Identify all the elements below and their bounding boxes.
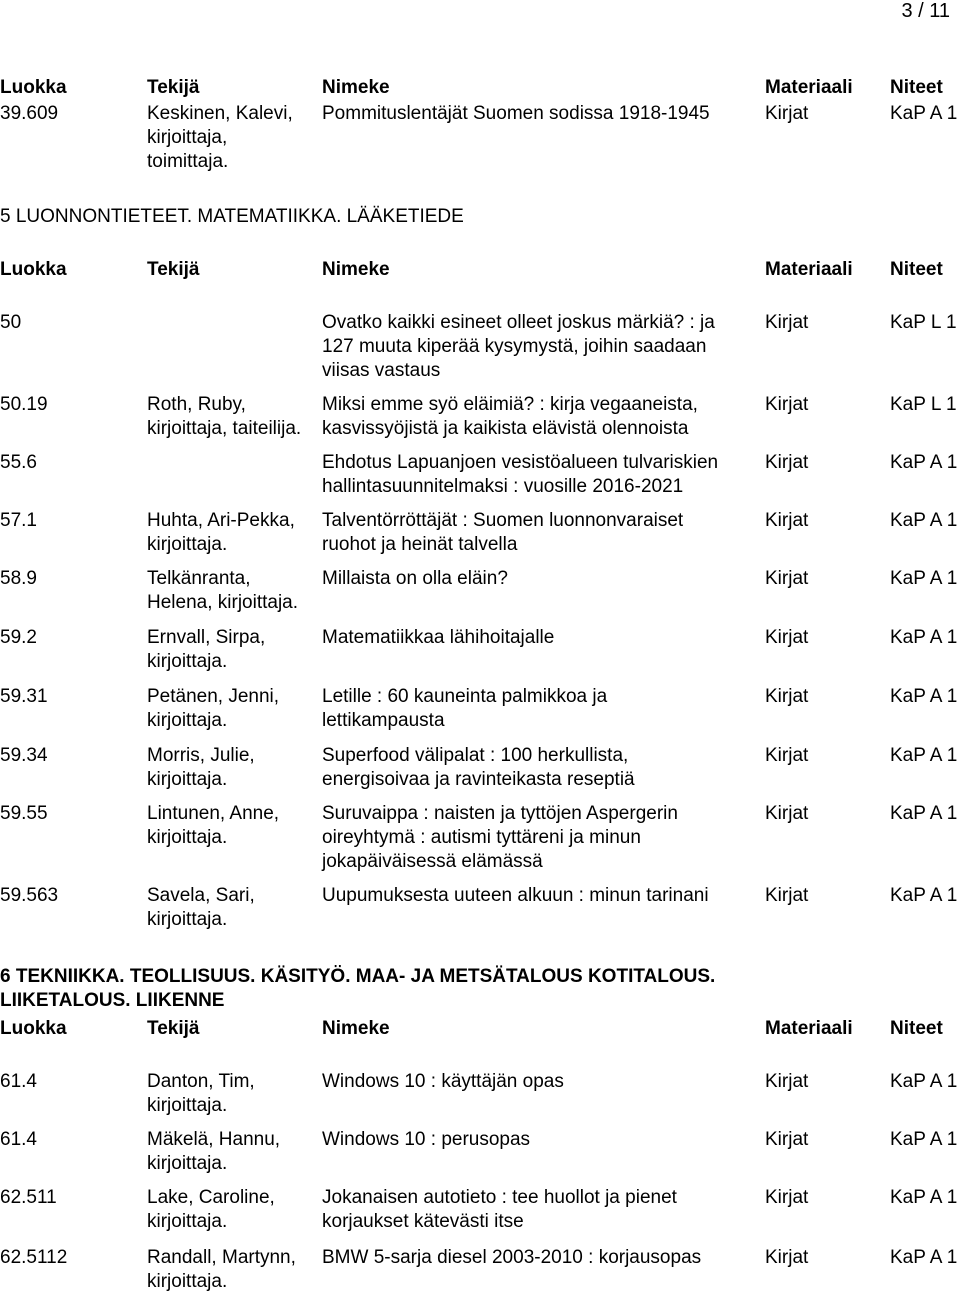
table-row: [0, 802, 960, 872]
cell-tekija-line: kirjoittaja,: [147, 127, 228, 148]
cell-materiaali: Kirjat: [765, 510, 809, 531]
cell-nimeke-line: Ehdotus Lapuanjoen vesistöalueen tulvariskien: [322, 452, 719, 473]
cell-nimeke: [322, 1128, 760, 1152]
cell-nimeke-line: 127 muuta kiperää kysymystä, joihin saadaan: [322, 336, 707, 357]
cell-tekija-line: kirjoittaja, taiteilija.: [147, 418, 302, 439]
cell-niteet: KaP A 1: [890, 1187, 958, 1208]
cell-nimeke: [322, 884, 760, 908]
cell-materiaali: Kirjat: [765, 885, 809, 906]
cell-niteet: KaP A 1: [890, 103, 958, 124]
cell-luokka: 59.55: [0, 803, 48, 824]
cell-materiaali: Kirjat: [765, 103, 809, 124]
cell-tekija-line: kirjoittaja.: [147, 769, 228, 790]
cell-nimeke: [322, 685, 760, 733]
cell-materiaali: Kirjat: [765, 312, 809, 333]
cell-materiaali: Kirjat: [765, 1247, 809, 1268]
cell-nimeke: [322, 311, 760, 383]
cell-materiaali: Kirjat: [765, 452, 809, 473]
page-number: 3 / 11: [901, 0, 950, 22]
cell-tekija-line: Mäkelä, Hannu,: [147, 1129, 281, 1150]
table-row: [0, 102, 960, 172]
cell-niteet: KaP L 1: [890, 394, 957, 415]
header-niteet: Niteet: [890, 1018, 943, 1039]
cell-nimeke-line: Windows 10 : käyttäjän opas: [322, 1071, 564, 1092]
header-luokka: Luokka: [0, 259, 67, 280]
cell-niteet: KaP A 1: [890, 510, 958, 531]
cell-tekija: [147, 1070, 319, 1118]
cell-nimeke: [322, 626, 760, 650]
cell-luokka: 39.609: [0, 103, 59, 124]
cell-niteet: KaP A 1: [890, 1071, 958, 1092]
cell-luokka: 59.2: [0, 627, 37, 648]
cell-nimeke-line: Talventörröttäjät : Suomen luonnonvaraiset: [322, 510, 684, 531]
cell-niteet: KaP A 1: [890, 1129, 958, 1150]
cell-nimeke-line: hallintasuunnitelmaksi : vuosille 2016-2021: [322, 476, 684, 497]
cell-nimeke: [322, 1186, 760, 1234]
table-header: [0, 76, 960, 100]
table-row: [0, 884, 960, 930]
cell-nimeke: [322, 393, 760, 441]
cell-nimeke-line: Ovatko kaikki esineet olleet joskus märkiä? : ja: [322, 312, 715, 333]
cell-luokka: 55.6: [0, 452, 37, 473]
cell-nimeke-line: Miksi emme syö eläimiä? : kirja vegaaneista,: [322, 394, 698, 415]
cell-luokka: 61.4: [0, 1129, 37, 1150]
cell-tekija-line: Danton, Tim,: [147, 1071, 255, 1092]
cell-tekija-line: Randall, Martynn,: [147, 1247, 296, 1268]
cell-nimeke: [322, 1246, 760, 1270]
table-header: [0, 1017, 960, 1041]
cell-tekija: [147, 1246, 319, 1294]
cell-materiaali: Kirjat: [765, 745, 809, 766]
cell-tekija-line: kirjoittaja.: [147, 534, 228, 555]
section-title: 5 LUONNONTIETEET. MATEMATIIKKA. LÄÄKETIEDE: [0, 206, 464, 227]
cell-tekija-line: Savela, Sari,: [147, 885, 255, 906]
cell-tekija-line: kirjoittaja.: [147, 1095, 228, 1116]
cell-nimeke-line: BMW 5-sarja diesel 2003-2010 : korjausopas: [322, 1247, 702, 1268]
cell-nimeke-line: viisas vastaus: [322, 360, 441, 381]
cell-luokka: 58.9: [0, 568, 37, 589]
table-row: [0, 1186, 960, 1232]
cell-tekija-line: kirjoittaja.: [147, 909, 228, 930]
header-niteet: Niteet: [890, 77, 943, 98]
table-row: [0, 451, 960, 497]
cell-tekija-line: kirjoittaja.: [147, 1153, 228, 1174]
cell-nimeke-line: kasvissyöjistä ja kaikista elävistä olennoista: [322, 418, 689, 439]
header-nimeke: Nimeke: [322, 259, 390, 280]
cell-nimeke-line: lettikampausta: [322, 710, 445, 731]
table-row: [0, 311, 960, 381]
header-luokka: Luokka: [0, 77, 67, 98]
table-row: [0, 393, 960, 439]
cell-nimeke-line: Superfood välipalat : 100 herkullista,: [322, 745, 629, 766]
header-nimeke: Nimeke: [322, 77, 390, 98]
cell-niteet: KaP A 1: [890, 686, 958, 707]
cell-tekija: [147, 1186, 319, 1234]
cell-nimeke-line: Suruvaippa : naisten ja tyttöjen Aspergerin: [322, 803, 678, 824]
cell-nimeke-line: Jokanaisen autotieto : tee huollot ja pienet: [322, 1187, 677, 1208]
cell-tekija-line: kirjoittaja.: [147, 651, 228, 672]
cell-niteet: KaP A 1: [890, 568, 958, 589]
cell-nimeke: [322, 744, 760, 792]
cell-tekija: [147, 509, 319, 557]
header-materiaali: Materiaali: [765, 77, 853, 98]
cell-nimeke-line: korjaukset kätevästi itse: [322, 1211, 524, 1232]
cell-nimeke: [322, 1070, 760, 1094]
cell-materiaali: Kirjat: [765, 627, 809, 648]
table-header: [0, 258, 960, 282]
table-row: [0, 509, 960, 555]
cell-nimeke: [322, 802, 760, 874]
header-tekija: Tekijä: [147, 1018, 200, 1039]
cell-nimeke-line: Uupumuksesta uuteen alkuun : minun tarinani: [322, 885, 709, 906]
cell-luokka: 59.31: [0, 686, 48, 707]
cell-tekija: [147, 567, 319, 615]
cell-nimeke: [322, 451, 760, 499]
header-materiaali: Materiaali: [765, 259, 853, 280]
cell-nimeke-line: Pommituslentäjät Suomen sodissa 1918-1945: [322, 103, 710, 124]
cell-tekija-line: Roth, Ruby,: [147, 394, 246, 415]
cell-nimeke-line: Matematiikkaa lähihoitajalle: [322, 627, 555, 648]
cell-materiaali: Kirjat: [765, 1187, 809, 1208]
cell-tekija-line: Lake, Caroline,: [147, 1187, 275, 1208]
cell-luokka: 50: [0, 312, 22, 333]
cell-nimeke: [322, 509, 760, 557]
cell-tekija: [147, 1128, 319, 1176]
table-row: [0, 567, 960, 613]
section-title-line: 6 TEKNIIKKA. TEOLLISUUS. KÄSITYÖ. MAA- JA METSÄTALOUS KOTITALOUS.: [0, 966, 716, 987]
table-row: [0, 744, 960, 790]
cell-tekija-line: Huhta, Ari-Pekka,: [147, 510, 295, 531]
cell-tekija: [147, 802, 319, 850]
header-tekija: Tekijä: [147, 77, 200, 98]
cell-nimeke-line: jokapäiväisessä elämässä: [322, 851, 543, 872]
section-title: [0, 965, 715, 1013]
cell-materiaali: Kirjat: [765, 1129, 809, 1150]
header-luokka: Luokka: [0, 1018, 67, 1039]
cell-nimeke-line: Millaista on olla eläin?: [322, 568, 508, 589]
cell-niteet: KaP A 1: [890, 627, 958, 648]
cell-tekija-line: kirjoittaja.: [147, 710, 228, 731]
cell-nimeke-line: Letille : 60 kauneinta palmikkoa ja: [322, 686, 608, 707]
cell-luokka: 59.34: [0, 745, 48, 766]
cell-nimeke-line: Windows 10 : perusopas: [322, 1129, 531, 1150]
header-nimeke: Nimeke: [322, 1018, 390, 1039]
cell-tekija-line: toimittaja.: [147, 151, 229, 172]
cell-tekija: [147, 393, 319, 441]
cell-luokka: 61.4: [0, 1071, 37, 1092]
section-title-line: LIIKETALOUS. LIIKENNE: [0, 990, 225, 1011]
cell-luokka: 59.563: [0, 885, 59, 906]
cell-niteet: KaP A 1: [890, 803, 958, 824]
cell-niteet: KaP A 1: [890, 745, 958, 766]
cell-materiaali: Kirjat: [765, 394, 809, 415]
cell-tekija: [147, 626, 319, 674]
cell-materiaali: Kirjat: [765, 568, 809, 589]
cell-niteet: KaP A 1: [890, 452, 958, 473]
cell-niteet: KaP A 1: [890, 885, 958, 906]
table-row: [0, 1128, 960, 1174]
cell-nimeke: [322, 567, 760, 591]
cell-tekija: [147, 102, 319, 174]
cell-nimeke: [322, 102, 760, 126]
table-row: [0, 1070, 960, 1116]
cell-materiaali: Kirjat: [765, 686, 809, 707]
cell-tekija-line: Morris, Julie,: [147, 745, 255, 766]
cell-tekija-line: Telkänranta,: [147, 568, 251, 589]
cell-tekija-line: Keskinen, Kalevi,: [147, 103, 293, 124]
cell-nimeke-line: ruohot ja heinät talvella: [322, 534, 518, 555]
cell-tekija-line: Ernvall, Sirpa,: [147, 627, 266, 648]
header-tekija: Tekijä: [147, 259, 200, 280]
cell-niteet: KaP A 1: [890, 1247, 958, 1268]
cell-tekija-line: Helena, kirjoittaja.: [147, 592, 299, 613]
cell-luokka: 50.19: [0, 394, 48, 415]
cell-tekija-line: kirjoittaja.: [147, 1271, 228, 1292]
table-row: [0, 1246, 960, 1292]
cell-niteet: KaP L 1: [890, 312, 957, 333]
cell-nimeke-line: oireyhtymä : autismi tyttäreni ja minun: [322, 827, 641, 848]
cell-nimeke-line: energisoivaa ja ravinteikasta reseptiä: [322, 769, 635, 790]
cell-luokka: 62.511: [0, 1187, 57, 1208]
cell-tekija: [147, 685, 319, 733]
cell-tekija-line: kirjoittaja.: [147, 1211, 228, 1232]
header-materiaali: Materiaali: [765, 1018, 853, 1039]
cell-materiaali: Kirjat: [765, 1071, 809, 1092]
cell-luokka: 62.5112: [0, 1247, 68, 1268]
cell-luokka: 57.1: [0, 510, 37, 531]
cell-materiaali: Kirjat: [765, 803, 809, 824]
cell-tekija-line: kirjoittaja.: [147, 827, 228, 848]
cell-tekija-line: Lintunen, Anne,: [147, 803, 280, 824]
table-row: [0, 685, 960, 731]
table-row: [0, 626, 960, 672]
header-niteet: Niteet: [890, 259, 943, 280]
cell-tekija: [147, 744, 319, 792]
cell-tekija-line: Petänen, Jenni,: [147, 686, 280, 707]
cell-tekija: [147, 884, 319, 932]
